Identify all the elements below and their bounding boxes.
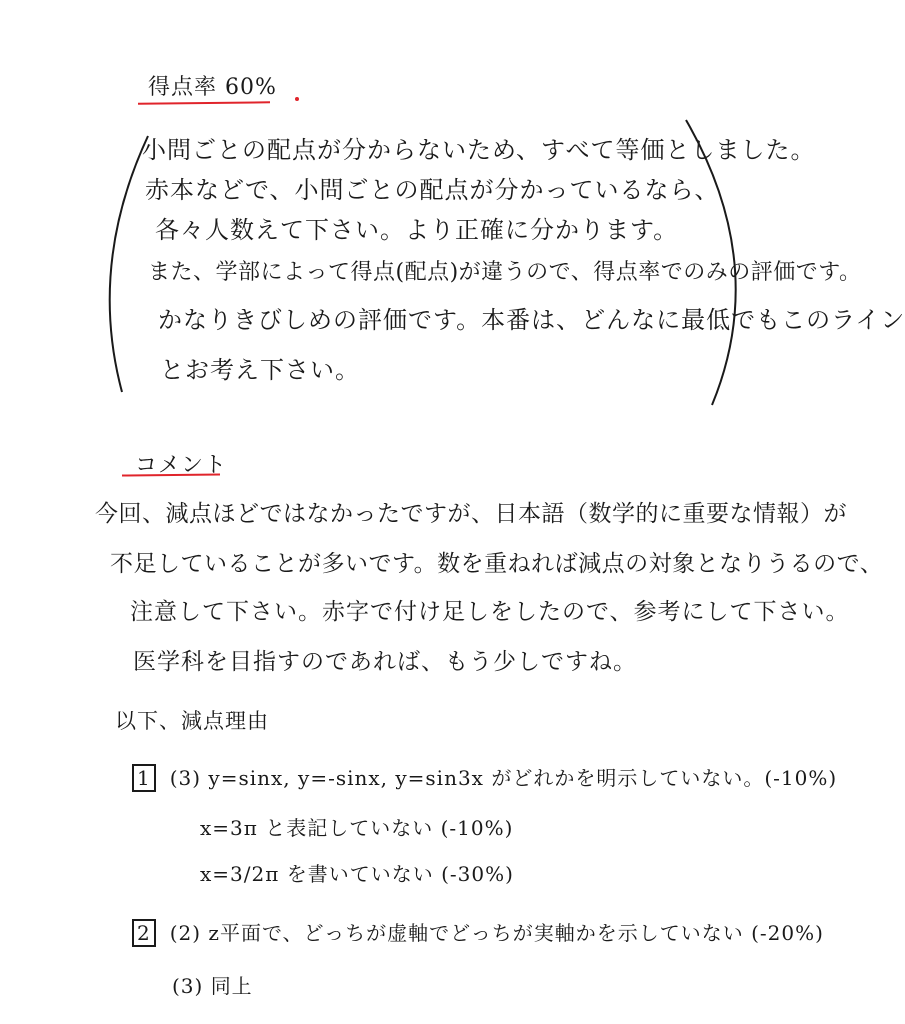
score-line-5: かなりきびしめの評価です。本番は、どんなに最低でもこのライン (158, 306, 905, 334)
deduction-entry: (3) y=sinx, y=-sinx, y=sin3x がどれかを明示していない。(-10%) (169, 766, 838, 790)
left-bracket (110, 136, 148, 392)
problem-number-box: 2 (132, 919, 156, 947)
deductions-heading: 以下、減点理由 (115, 709, 269, 733)
score-line-1: 小問ごとの配点が分からないため、すべて等価としました。 (142, 136, 816, 164)
score-line-2: 赤本などで、小問ごとの配点が分かっているなら、 (145, 176, 720, 204)
comment-line-2: 不足していることが多いです。数を重ねれば減点の対象となりうるので、 (110, 551, 884, 577)
deduction-entry: (2) z平面で、どっちが虚軸でどっちが実軸かを示していない (-20%) (169, 921, 824, 945)
comment-line-1: 今回、減点ほどではなかったですが、日本語（数学的に重要な情報）が (95, 501, 847, 527)
score-line-6: とお考え下さい。 (160, 356, 360, 384)
score-line-4: また、学部によって得点(配点)が違うので、得点率でのみの評価です。 (148, 260, 862, 285)
score-line-3: 各々人数えて下さい。より正確に分かります。 (155, 216, 679, 244)
deduction-entry: x=3/2π を書いていない (-30%) (200, 862, 514, 886)
deduction-entry: (3) 同上 (172, 974, 253, 998)
score-heading: 得点率 60% (148, 75, 277, 100)
problem-number-box: 1 (132, 764, 156, 792)
comment-heading: コメント (135, 453, 228, 478)
deduction-entry: x=3π と表記していない (-10%) (200, 816, 514, 840)
comment-line-3: 注意して下さい。赤字で付け足しをしたので、参考にして下さい。 (130, 599, 850, 625)
deduction-item-2-row (132, 917, 824, 947)
deduction-item-1-row (132, 762, 837, 792)
comment-line-4: 医学科を目指すのであれば、もう少しですね。 (133, 649, 637, 675)
